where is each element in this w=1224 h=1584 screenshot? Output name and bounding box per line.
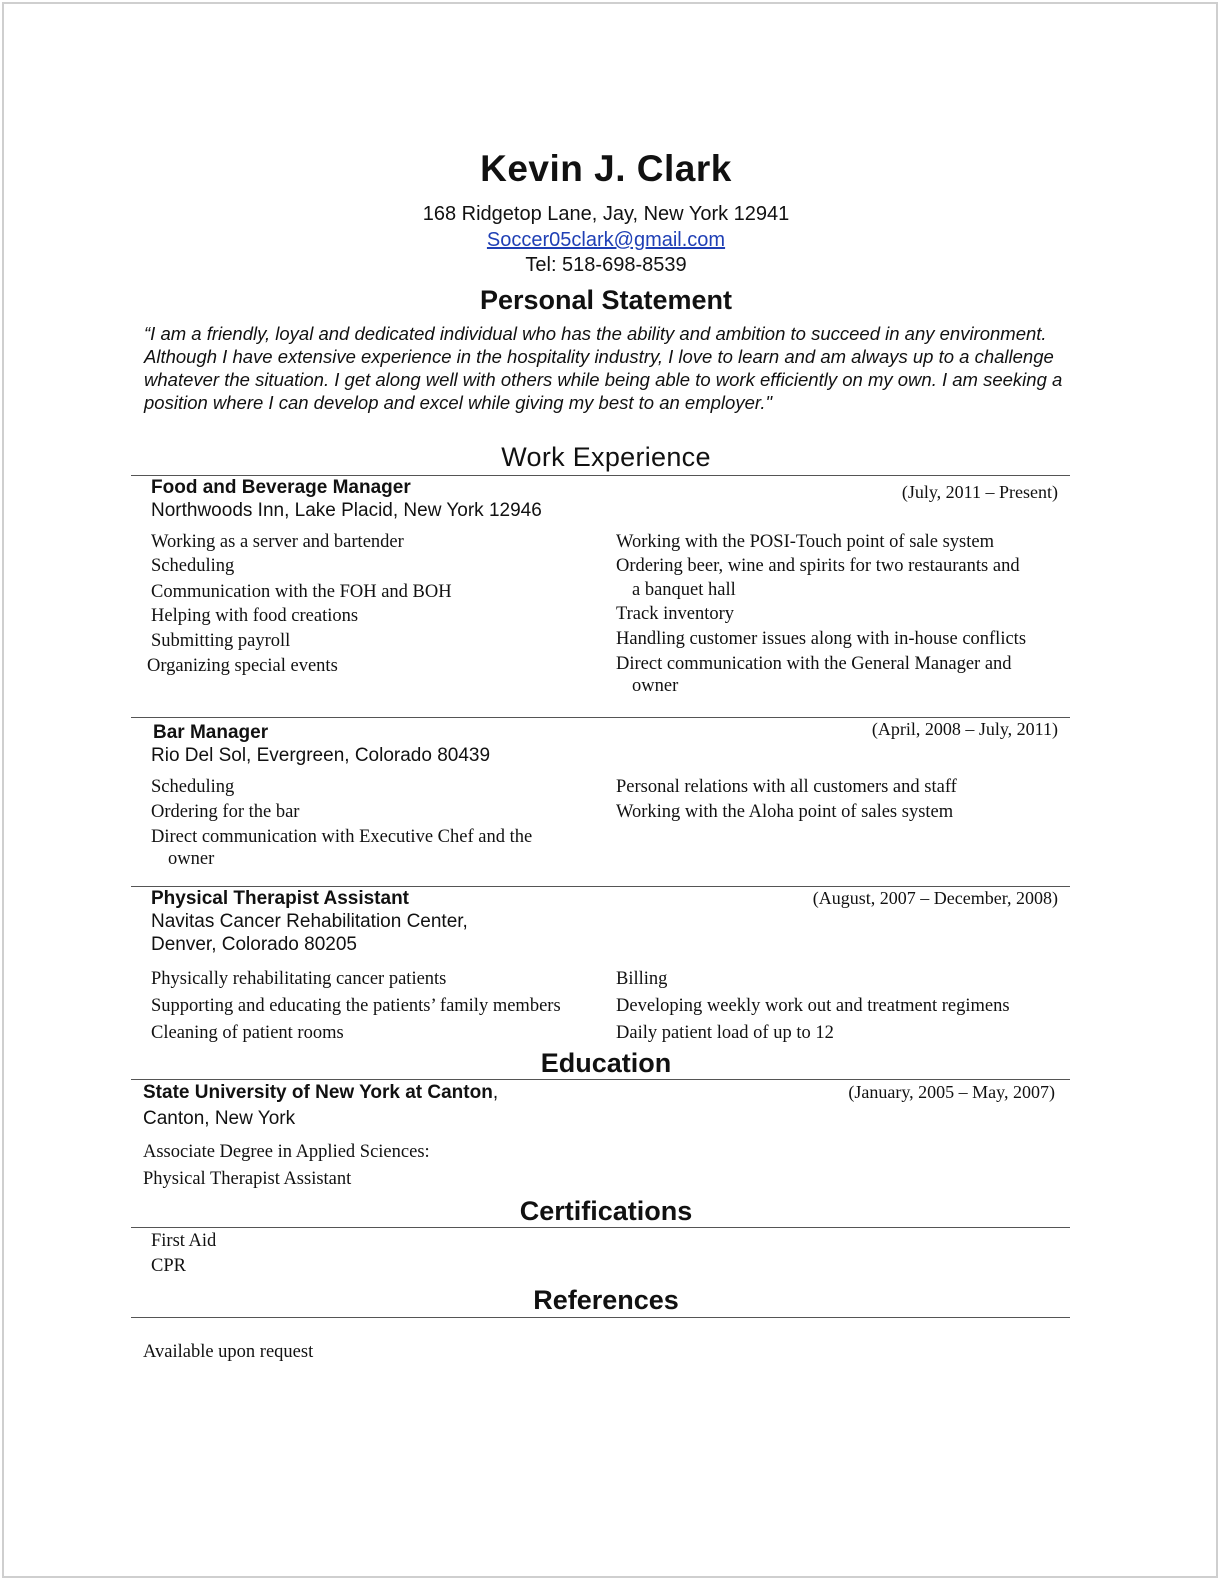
job-divider: [131, 717, 1070, 718]
job-employer: Northwoods Inn, Lake Placid, New York 12946: [151, 500, 542, 521]
duty-item: Developing weekly work out and treatment regimens: [616, 996, 1010, 1016]
references-text: Available upon request: [143, 1342, 314, 1362]
school-name: [143, 1082, 498, 1104]
job-employer: Navitas Cancer Rehabilitation Center,: [151, 911, 468, 932]
resume-name: Kevin J. Clark: [480, 148, 732, 189]
duty-item-continued: a banquet hall: [632, 580, 736, 600]
certification-item: First Aid: [151, 1231, 217, 1251]
contact-email-link[interactable]: Soccer05clark@gmail.com: [486, 229, 726, 251]
school-name-comma: ,: [492, 1082, 499, 1103]
duty-item: Direct communication with Executive Chef and the: [151, 827, 533, 847]
job-employer: Rio Del Sol, Evergreen, Colorado 80439: [151, 745, 491, 766]
duty-item: Billing: [616, 969, 668, 989]
section-divider: [131, 1227, 1070, 1228]
duty-item: Scheduling: [151, 556, 235, 576]
job-title: Bar Manager: [153, 722, 269, 743]
duty-item: Cleaning of patient rooms: [151, 1023, 344, 1043]
contact-address: 168 Ridgetop Lane, Jay, New York 12941: [422, 203, 790, 225]
section-title-education: Education: [540, 1048, 672, 1078]
job-dates: (August, 2007 – December, 2008): [812, 888, 1058, 908]
section-title-references: References: [533, 1285, 679, 1315]
duty-item: Communication with the FOH and BOH: [151, 582, 452, 602]
school-name-text: State University of New York at Canton: [143, 1082, 493, 1103]
school-location: Canton, New York: [143, 1108, 296, 1129]
duty-item: Handling customer issues along with in-house conflicts: [616, 629, 1027, 649]
job-title: Physical Therapist Assistant: [151, 888, 410, 909]
duty-item: Helping with food creations: [151, 606, 359, 626]
job-title: Food and Beverage Manager: [151, 477, 411, 498]
duty-item: Physically rehabilitating cancer patients: [151, 969, 447, 989]
section-divider: [131, 1317, 1070, 1318]
section-title-work-experience: Work Experience: [501, 442, 711, 472]
duty-item: Personal relations with all customers and staff: [616, 777, 957, 797]
degree-line: Physical Therapist Assistant: [143, 1169, 352, 1189]
personal-statement-text: “I am a friendly, loyal and dedicated individual who has the ability and ambition to succeed in any environment. Although I have extensive experience in the hospitality industry, I love to learn and am always up to a challenge whatever the situation. I get along well with others while being able to work efficiently on my own. I am seeking a position where I can develop and excel while giving my best to an employer.": [144, 323, 1063, 413]
duty-item: Working with the Aloha point of sales system: [616, 802, 954, 822]
certification-item: CPR: [151, 1256, 186, 1276]
duty-item-continued: owner: [632, 676, 679, 696]
section-divider: [131, 1079, 1070, 1080]
job-dates: (April, 2008 – July, 2011): [871, 719, 1058, 739]
section-divider: [131, 475, 1070, 476]
contact-phone: Tel: 518-698-8539: [525, 254, 687, 276]
duty-item: Ordering for the bar: [151, 802, 300, 822]
duty-item: Organizing special events: [147, 656, 338, 676]
duty-item: Working with the POSI-Touch point of sale system: [616, 532, 994, 552]
duty-item: Daily patient load of up to 12: [616, 1023, 834, 1043]
duty-item: Submitting payroll: [151, 631, 291, 651]
section-title-personal-statement: Personal Statement: [479, 285, 733, 315]
section-title-certifications: Certifications: [519, 1196, 693, 1226]
job-dates: (July, 2011 – Present): [901, 482, 1058, 502]
job-divider: [131, 886, 1070, 887]
duty-item-continued: owner: [168, 849, 215, 869]
education-dates: (January, 2005 – May, 2007): [848, 1082, 1055, 1102]
job-employer-location: Denver, Colorado 80205: [151, 934, 357, 955]
duty-item: Supporting and educating the patients’ family members: [151, 996, 561, 1016]
duty-item: Direct communication with the General Manager and: [616, 654, 1012, 674]
duty-item: Scheduling: [151, 777, 235, 797]
duty-item: Ordering beer, wine and spirits for two restaurants and: [616, 556, 1020, 576]
duty-item: Track inventory: [616, 604, 735, 624]
duty-item: Working as a server and bartender: [151, 532, 404, 552]
degree-line: Associate Degree in Applied Sciences:: [143, 1142, 430, 1162]
